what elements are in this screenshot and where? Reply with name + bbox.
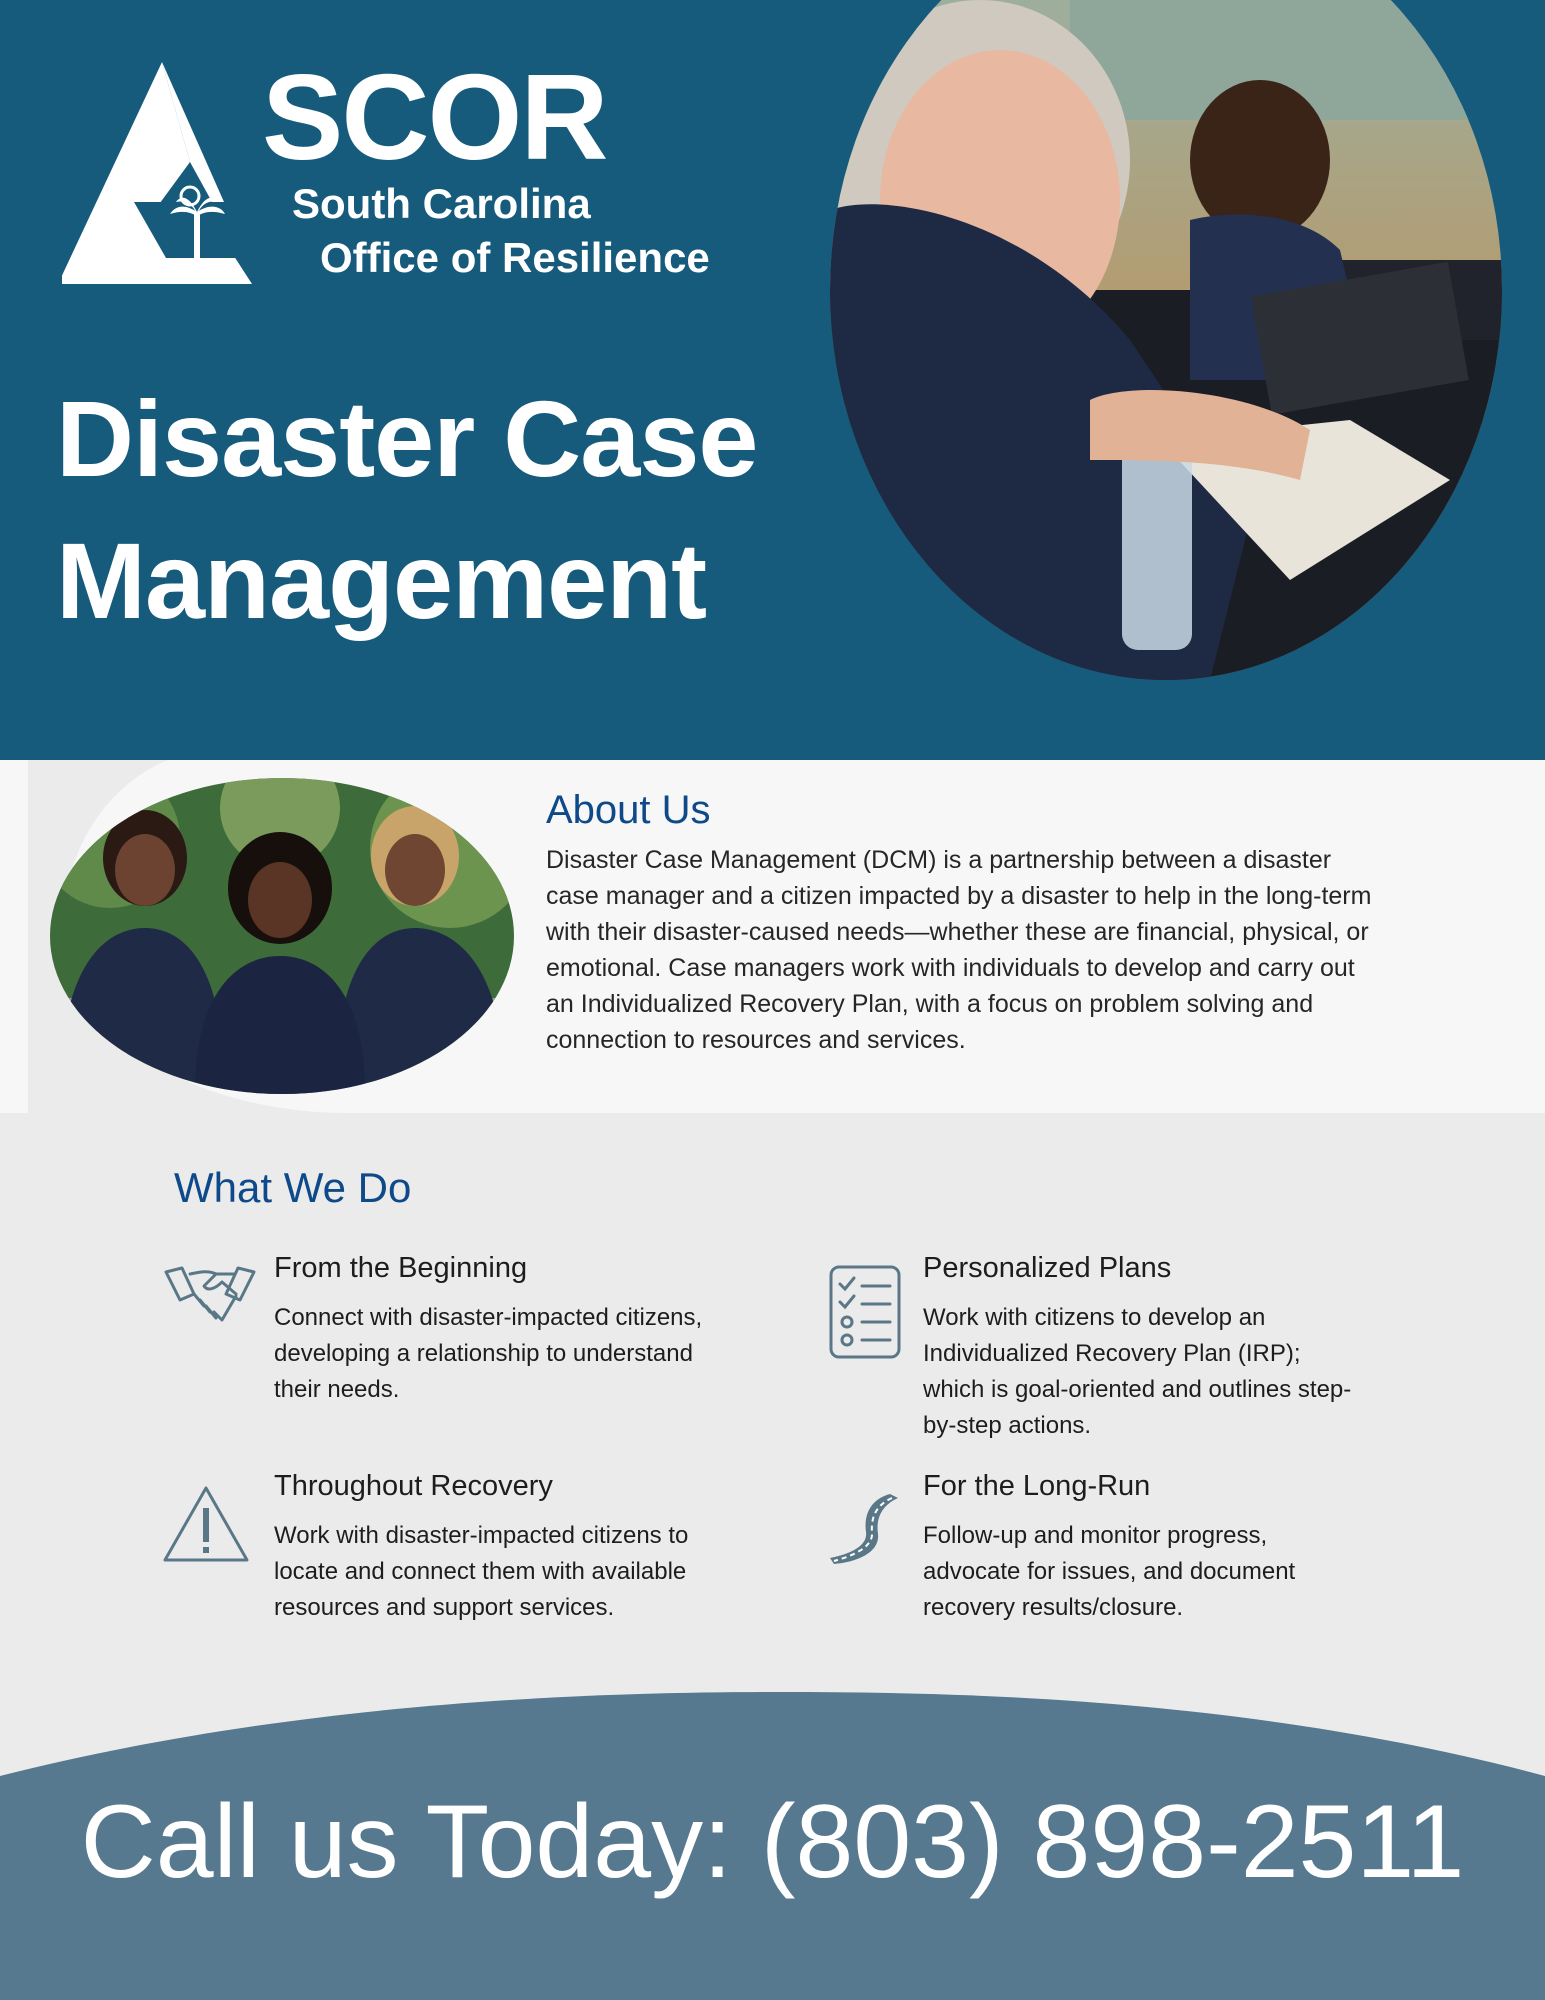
about-heading: About Us xyxy=(546,788,711,832)
org-name xyxy=(262,49,710,281)
page-title xyxy=(56,368,757,652)
team-photo xyxy=(50,778,515,1094)
service-title: Throughout Recovery xyxy=(274,1470,553,1502)
service-description: Connect with disaster-impacted citizens, developing a relationship to understand their needs. xyxy=(274,1304,703,1403)
service-description: Work with disaster-impacted citizens to locate and connect them with available resources and support services. xyxy=(274,1522,689,1621)
about-body: Disaster Case Management (DCM) is a partnership between a disaster case manager and a citizen impacted by a disaster to help in the long-term with their disaster-caused needs—whether these are financial, physical, or emotional. Case managers work with individuals to develop and carry out an Individualized Recovery Plan, with a focus on problem solving and connection to resources and services. xyxy=(546,846,1372,1054)
checklist-icon xyxy=(828,1264,902,1360)
hero-photo xyxy=(830,0,1503,680)
service-title: Personalized Plans xyxy=(923,1252,1172,1284)
road-icon xyxy=(828,1492,900,1566)
org-name-line2: Office of Resilience xyxy=(320,234,710,281)
handshake-icon xyxy=(164,1264,256,1328)
service-description: Follow-up and monitor progress, advocate for issues, and document recovery results/closure. xyxy=(923,1522,1296,1621)
service-title: For the Long-Run xyxy=(923,1470,1151,1502)
services-heading: What We Do xyxy=(174,1164,412,1211)
page-title-line1: Disaster Case xyxy=(56,378,758,499)
org-acronym: SCOR xyxy=(262,49,607,185)
page-title-line2: Management xyxy=(56,520,707,641)
call-to-action-phone[interactable]: Call us Today: (803) 898-2511 xyxy=(80,1784,1465,1900)
service-description: Work with citizens to develop an Individualized Recovery Plan (IRP); which is goal-oriented and outlines step-by-step actions. xyxy=(923,1304,1352,1439)
warning-icon xyxy=(162,1484,250,1564)
service-title: From the Beginning xyxy=(274,1252,528,1284)
org-name-line1: South Carolina xyxy=(292,180,591,227)
